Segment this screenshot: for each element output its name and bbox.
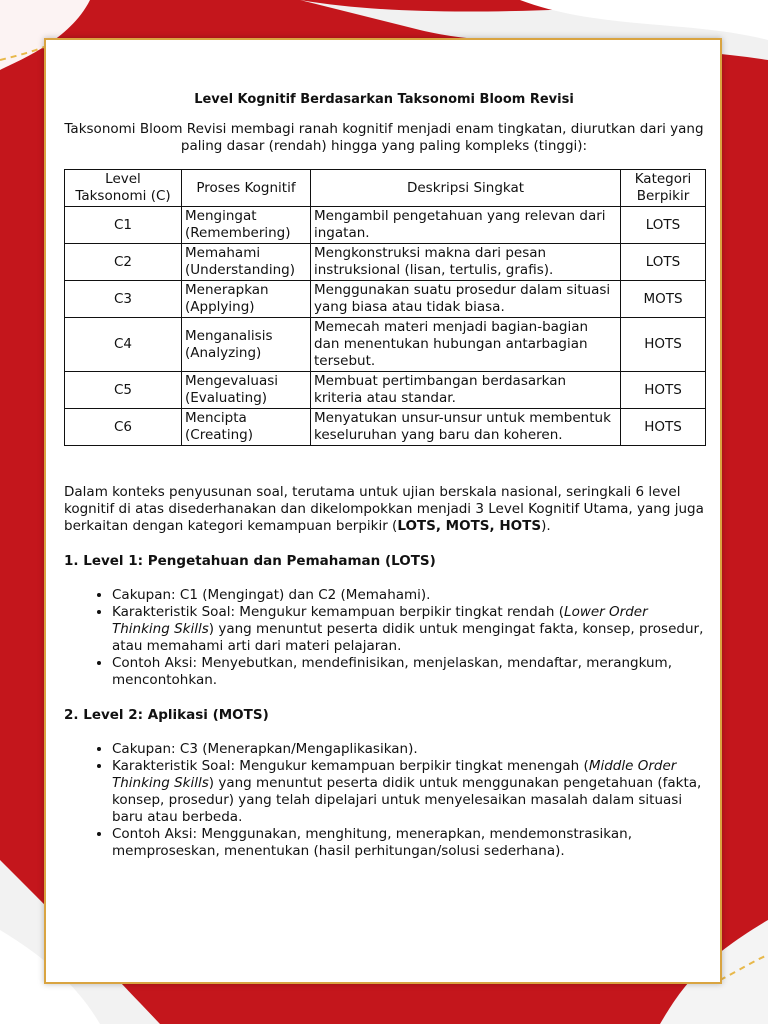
- context-text: Dalam konteks penyusunan soal, terutama untuk ujian berskala nasional, seringkali 6 level kognitif di atas disederhanakan dan dikelompokkan menjadi 3 Level Kognitif Utama, yang juga berkaitan dengan kategori kemampuan berpikir (: [64, 484, 704, 534]
- cell-proses: Menganalisis (Analyzing): [182, 318, 311, 372]
- cell-deskripsi: Membuat pertimbangan berdasarkan kriteria atau standar.: [311, 372, 621, 409]
- table-row: [65, 207, 706, 244]
- cell-kategori: HOTS: [621, 409, 706, 446]
- karakteristik-text-end: ) yang menuntut peserta didik untuk mengingat fakta, konsep, prosedur, atau memahami arti dari materi pelajaran.: [112, 621, 704, 654]
- karakteristik-text-end: ) yang menuntut peserta didik untuk menggunakan pengetahuan (fakta, konsep, prosedur) yang telah dipelajari untuk menyelesaikan masalah dalam situasi baru atau berbeda.: [112, 775, 702, 825]
- table-row: [65, 318, 706, 372]
- cell-level: C3: [65, 281, 182, 318]
- table-row: [65, 372, 706, 409]
- cell-kategori: HOTS: [621, 372, 706, 409]
- cell-proses: Menerapkan (Applying): [182, 281, 311, 318]
- list-item: • Contoh Aksi: Menyebutkan, mendefinisikan, menjelaskan, mendaftar, merangkum, mencontohkan.: [112, 655, 704, 689]
- cell-level: C6: [65, 409, 182, 446]
- section1-list: [64, 587, 704, 689]
- cell-deskripsi: Memecah materi menjadi bagian-bagian dan menentukan hubungan antarbagian tersebut.: [311, 318, 621, 372]
- cell-proses: Memahami (Understanding): [182, 244, 311, 281]
- karakteristik-text: Karakteristik Soal: Mengukur kemampuan berpikir tingkat rendah (: [112, 604, 565, 620]
- cell-proses: Mengevaluasi (Evaluating): [182, 372, 311, 409]
- list-item: [112, 604, 704, 655]
- cell-kategori: LOTS: [621, 207, 706, 244]
- context-end: ).: [541, 518, 551, 534]
- cell-kategori: MOTS: [621, 281, 706, 318]
- header-level: Level Taksonomi (C): [65, 170, 182, 207]
- intro-paragraph: Taksonomi Bloom Revisi membagi ranah kognitif menjadi enam tingkatan, diurutkan dari yang paling dasar (rendah) hingga yang paling kompleks (tinggi):: [64, 121, 704, 154]
- table-row: [65, 281, 706, 318]
- document-title: Level Kognitif Berdasarkan Taksonomi Bloom Revisi: [194, 92, 574, 107]
- context-paragraph: [64, 484, 704, 535]
- table-row: [65, 409, 706, 446]
- list-item: • Cakupan: C3 (Menerapkan/Mengaplikasikan).: [112, 741, 704, 758]
- cell-deskripsi: Menyatukan unsur-unsur untuk membentuk keseluruhan yang baru dan koheren.: [311, 409, 621, 446]
- cell-proses: Mengingat (Remembering): [182, 207, 311, 244]
- cell-level: C1: [65, 207, 182, 244]
- document-content: [64, 92, 704, 860]
- header-proses: Proses Kognitif: [182, 170, 311, 207]
- document-page: [44, 38, 722, 984]
- taxonomy-table: [64, 169, 706, 446]
- cell-level: C2: [65, 244, 182, 281]
- list-item: [112, 758, 704, 826]
- section2-list: [64, 741, 704, 860]
- header-kategori: Kategori Berpikir: [621, 170, 706, 207]
- table-header-row: [65, 170, 706, 207]
- cell-deskripsi: Mengambil pengetahuan yang relevan dari ingatan.: [311, 207, 621, 244]
- context-bold-categories: LOTS, MOTS, HOTS: [397, 518, 542, 534]
- cell-level: C4: [65, 318, 182, 372]
- karakteristik-italic: Middle Order Thinking Skills: [112, 758, 677, 791]
- cell-proses: Mencipta (Creating): [182, 409, 311, 446]
- section2-heading: 2. Level 2: Aplikasi (MOTS): [64, 707, 269, 723]
- cell-deskripsi: Mengkonstruksi makna dari pesan instruksional (lisan, tertulis, grafis).: [311, 244, 621, 281]
- cell-deskripsi: Menggunakan suatu prosedur dalam situasi yang biasa atau tidak biasa.: [311, 281, 621, 318]
- karakteristik-text: Karakteristik Soal: Mengukur kemampuan berpikir tingkat menengah (: [112, 758, 589, 774]
- cell-kategori: HOTS: [621, 318, 706, 372]
- list-item: • Contoh Aksi: Menggunakan, menghitung, menerapkan, mendemonstrasikan, memproseskan, menentukan (hasil perhitungan/solusi sederhana).: [112, 826, 704, 860]
- table-row: [65, 244, 706, 281]
- cell-level: C5: [65, 372, 182, 409]
- header-deskripsi: Deskripsi Singkat: [311, 170, 621, 207]
- karakteristik-italic: Lower Order Thinking Skills: [112, 604, 648, 637]
- list-item: • Cakupan: C1 (Mengingat) dan C2 (Memahami).: [112, 587, 704, 604]
- section1-heading: 1. Level 1: Pengetahuan dan Pemahaman (LOTS): [64, 553, 436, 569]
- cell-kategori: LOTS: [621, 244, 706, 281]
